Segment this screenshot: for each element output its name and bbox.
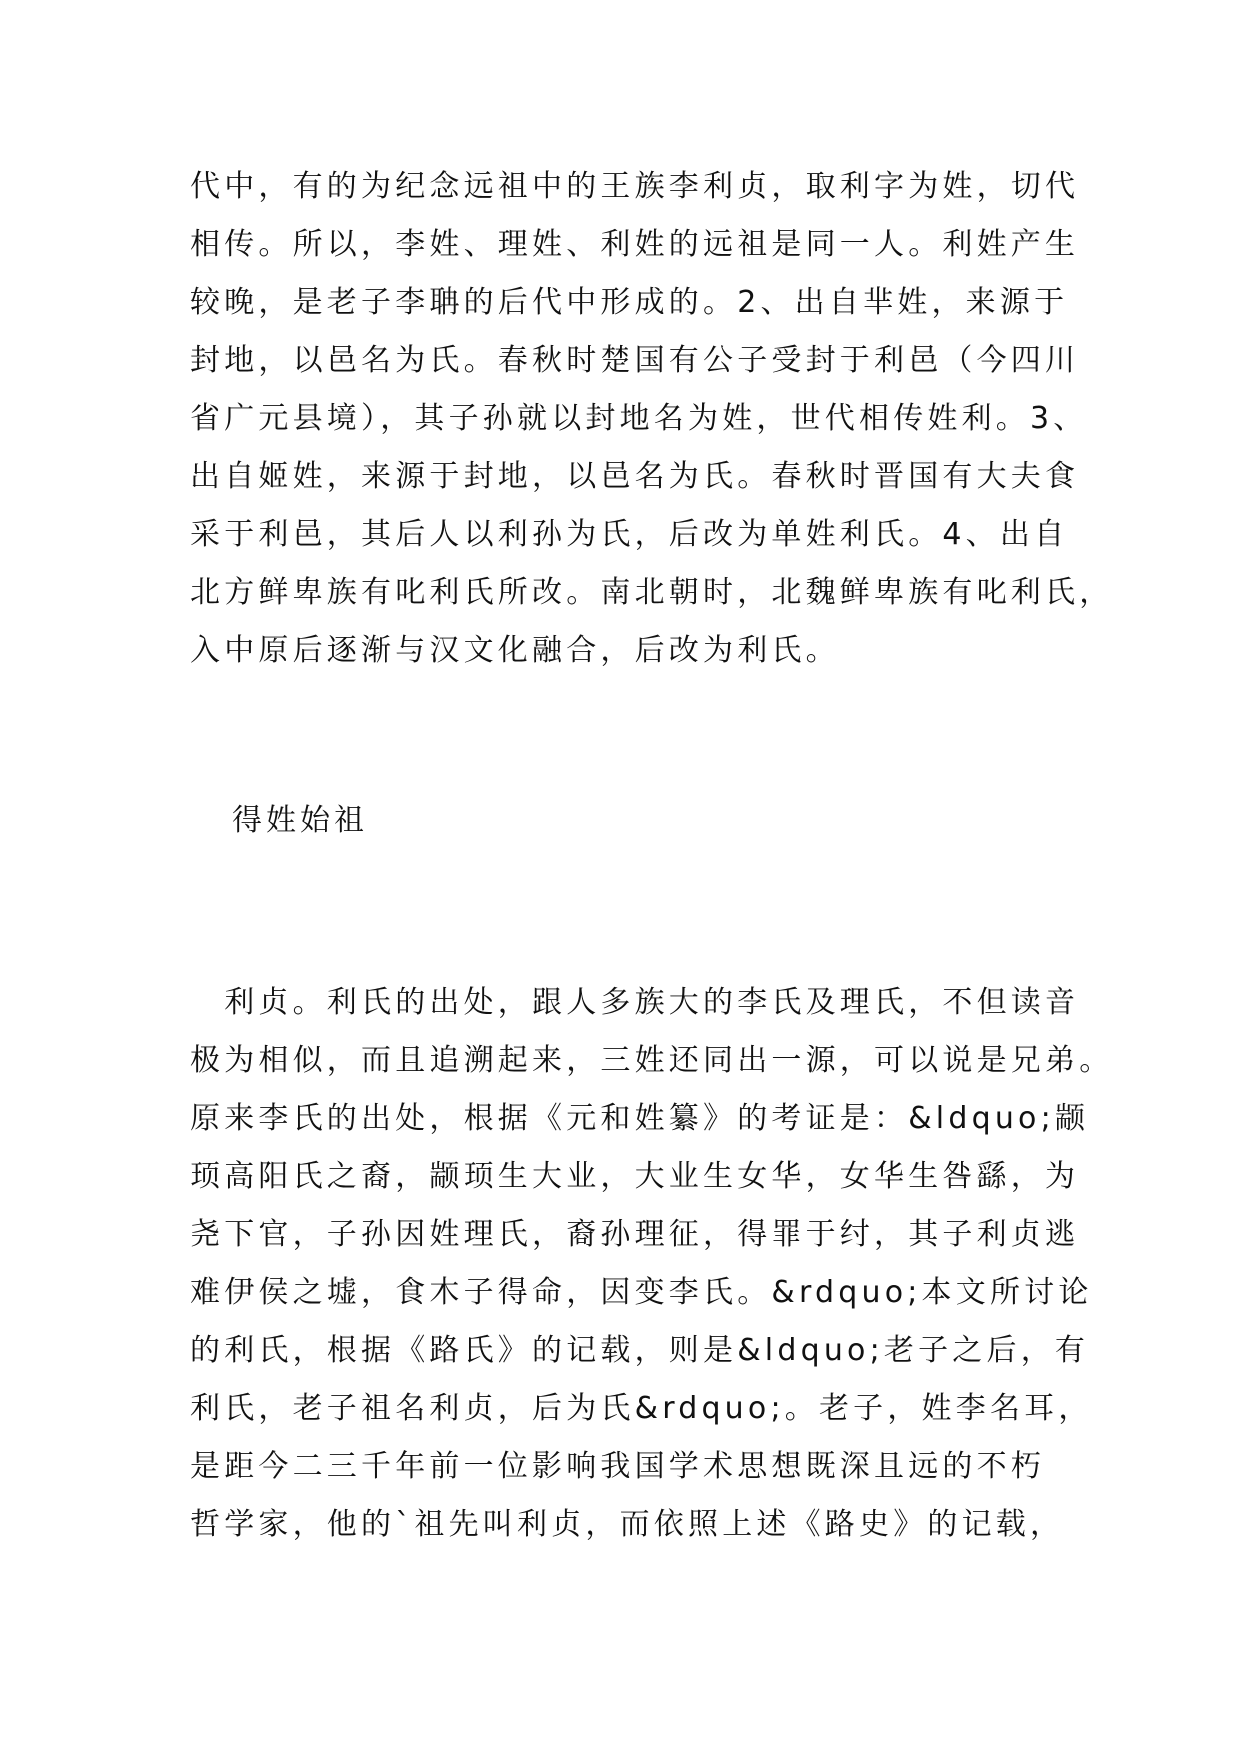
paragraph-2-line-4: 顼高阳氏之裔，颛顼生大业，大业生女华，女华生咎繇，为 xyxy=(190,1159,1080,1194)
paragraph-2-line-2: 极为相似，而且追溯起来，三姓还同出一源，可以说是兄弟。 xyxy=(190,1043,1114,1078)
paragraph-2-line-3: 原来李氏的出处，根据《元和姓纂》的考证是：&ldquo;颛 xyxy=(190,1101,1090,1136)
paragraph-2-line-10: 哲学家，他的`祖先叫利贞，而依照上述《路史》的记载， xyxy=(190,1507,1065,1542)
paragraph-1-line-6: 出自姬姓，来源于封地，以邑名为氏。春秋时晋国有大夫食 xyxy=(190,459,1080,494)
paragraph-1-line-8: 北方鲜卑族有叱利氏所改。南北朝时，北魏鲜卑族有叱利氏， xyxy=(190,575,1114,610)
paragraph-2-line-8: 利氏，老子祖名利贞，后为氏&rdquo;。老子，姓李名耳， xyxy=(190,1391,1093,1426)
paragraph-1-line-9: 入中原后逐渐与汉文化融合，后改为利氏。 xyxy=(190,633,840,668)
paragraph-1-line-7: 采于利邑，其后人以利孙为氏，后改为单姓利氏。4、出自 xyxy=(190,517,1069,552)
paragraph-2-line-9: 是距今二三千年前一位影响我国学术思想既深且远的不朽 xyxy=(190,1449,1045,1484)
paragraph-1-line-3: 较晚，是老子李聃的后代中形成的。2、出自芈姓，来源于 xyxy=(190,285,1069,320)
paragraph-2-line-6: 难伊侯之墟，食木子得命，因变李氏。&rdquo;本文所讨论 xyxy=(190,1275,1093,1310)
paragraph-2-line-1: 利贞。利氏的出处，跟人多族大的李氏及理氏，不但读音 xyxy=(190,985,1080,1020)
section-heading: 得姓始祖 xyxy=(232,803,368,838)
paragraph-2-line-5: 尧下官，子孙因姓理氏，裔孙理征，得罪于纣，其子利贞逃 xyxy=(190,1217,1080,1252)
paragraph-2-line-7: 的利氏，根据《路氏》的记载，则是&ldquo;老子之后，有 xyxy=(190,1333,1090,1368)
paragraph-1-line-5: 省广元县境），其子孙就以封地名为姓，世代相传姓利。3、 xyxy=(190,401,1088,436)
paragraph-1-line-4: 封地，以邑名为氏。春秋时楚国有公子受封于利邑（今四川 xyxy=(190,343,1080,378)
paragraph-1-line-1: 代中，有的为纪念远祖中的王族李利贞，取利字为姓，切代 xyxy=(190,169,1080,204)
paragraph-1-line-2: 相传。所以，李姓、理姓、利姓的远祖是同一人。利姓产生 xyxy=(190,227,1080,262)
